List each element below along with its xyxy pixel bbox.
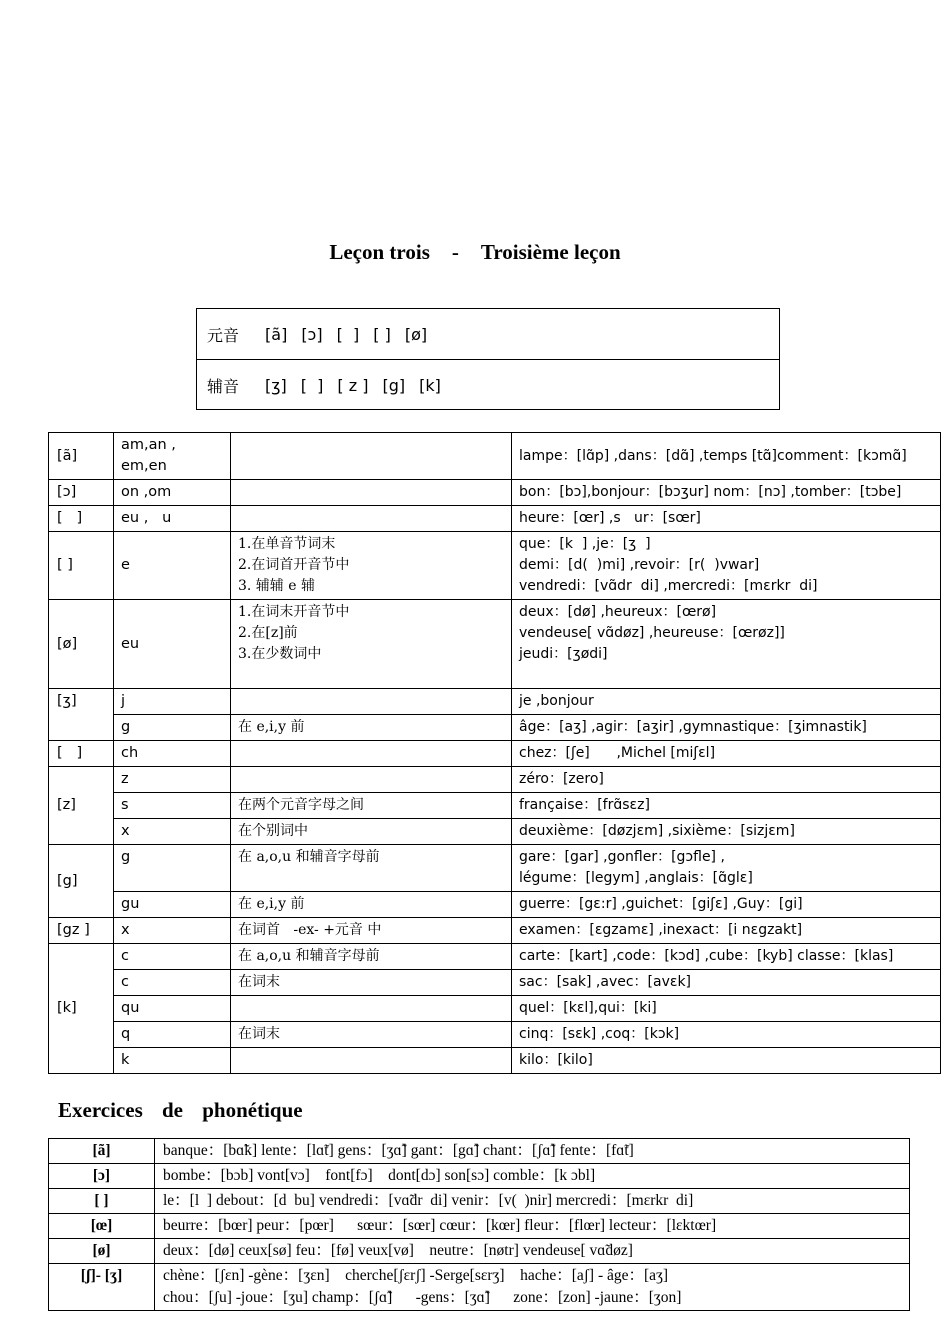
table-row bbox=[49, 1139, 910, 1164]
vowels-label: 元音 bbox=[207, 325, 240, 345]
examples-cell: lampe：[lɑ̃p] ,dans：[dɑ̃] ,temps [tɑ̃]comment：[kɔmɑ̃] bbox=[512, 433, 941, 480]
examples-cell: deux：[dø] ,heureux：[œrø] vendeuse[ vɑ̃døz] ,heureuse：[œrøz]] jeudi：[ʒødi] bbox=[512, 600, 941, 689]
rule-cell bbox=[231, 506, 512, 532]
phoneme-cell: [ɔ] bbox=[49, 1164, 155, 1189]
letters-cell: e bbox=[114, 532, 231, 600]
rule-cell: 在两个元音字母之间 bbox=[231, 793, 512, 819]
rule-cell: 1.在词末开音节中 2.在[z]前 3.在少数词中 bbox=[231, 600, 512, 689]
phoneme-cell: [ ] bbox=[49, 1189, 155, 1214]
rule-cell bbox=[231, 433, 512, 480]
examples-cell: cinq：[sɛk] ,coq：[kɔk] bbox=[512, 1022, 941, 1048]
consonant-symbol: [ z ] bbox=[337, 375, 369, 395]
vowel-symbol: [ã] bbox=[265, 324, 288, 344]
table-row bbox=[49, 793, 941, 819]
examples-cell: heure：[œr] ,s ur：[sœr] bbox=[512, 506, 941, 532]
phoneme-cell: [ ] bbox=[49, 741, 114, 767]
phoneme-cell: [ã] bbox=[49, 433, 114, 480]
exercise-words-cell: beurre：[bœr] peur：[pœr] sœur：[sœr] cœur：[kœr] fleur：[flœr] lecteur：[lɛktœr] bbox=[155, 1214, 910, 1239]
table-row bbox=[49, 1239, 910, 1264]
exercise-words-cell: deux：[dø] ceux[sø] feu：[fø] veux[vø] neutre：[nøtr] vendeuse[ vɑ̃døz] bbox=[155, 1239, 910, 1264]
letters-cell: k bbox=[114, 1048, 231, 1074]
table-row bbox=[49, 996, 941, 1022]
phoneme-cell: [ɔ] bbox=[49, 480, 114, 506]
letters-cell: g bbox=[114, 715, 231, 741]
table-row bbox=[49, 819, 941, 845]
rule-cell bbox=[231, 1048, 512, 1074]
exercise-words-cell: chène：[ʃɛn] -gène：[ʒɛn] cherche[ʃɛrʃ] -Serge[sɛrʒ] hache：[aʃ] - âge：[aʒ] chou：[ʃu] -joue：[ʒu] champ：[ʃɑ̃] -gens：[ʒɑ̃] zone：[zon] -jaune：[ʒon] bbox=[155, 1264, 910, 1311]
letters-cell: c bbox=[114, 944, 231, 970]
rule-cell: 在 e,i,y 前 bbox=[231, 715, 512, 741]
vowel-symbol: [ɔ] bbox=[301, 324, 323, 344]
table-row bbox=[49, 970, 941, 996]
table-row bbox=[49, 532, 941, 600]
examples-cell: française：[frɑ̃sɛz] bbox=[512, 793, 941, 819]
exercise-words-cell: banque：[bɑ̃k] lente：[lɑ̃t] gens：[ʒɑ̃] gant：[gɑ̃] chant：[ʃɑ̃] fente：[fɑ̃t] bbox=[155, 1139, 910, 1164]
examples-cell: guerre：[gɛ:r] ,guichet：[giʃɛ] ,Guy：[gi] bbox=[512, 892, 941, 918]
letters-cell: s bbox=[114, 793, 231, 819]
vowel-symbol: [ø] bbox=[404, 324, 428, 344]
phoneme-cell: [ʒ] bbox=[49, 689, 114, 741]
rule-cell: 1.在单音节词末 2.在词首开音节中 3. 辅辅 e 辅 bbox=[231, 532, 512, 600]
rule-cell bbox=[231, 996, 512, 1022]
rule-cell: 在词末 bbox=[231, 970, 512, 996]
letters-cell: c bbox=[114, 970, 231, 996]
phoneme-cell: [œ] bbox=[49, 1214, 155, 1239]
table-row bbox=[49, 944, 941, 970]
phoneme-cell: [ø] bbox=[49, 1239, 155, 1264]
letters-cell: qu bbox=[114, 996, 231, 1022]
rule-cell bbox=[231, 480, 512, 506]
table-row bbox=[49, 1048, 941, 1074]
phoneme-cell: [z] bbox=[49, 767, 114, 845]
table-row bbox=[49, 600, 941, 689]
vowel-symbol: [ ] bbox=[336, 324, 360, 344]
rule-cell: 在 e,i,y 前 bbox=[231, 892, 512, 918]
table-row bbox=[49, 1214, 910, 1239]
pronunciation-rules-table bbox=[48, 432, 941, 1074]
rule-cell: 在词末 bbox=[231, 1022, 512, 1048]
table-row bbox=[49, 506, 941, 532]
phoneme-cell: [ ] bbox=[49, 506, 114, 532]
examples-cell: deuxième：[døzjɛm] ,sixième：[sizjɛm] bbox=[512, 819, 941, 845]
table-row bbox=[49, 1164, 910, 1189]
examples-cell: sac：[sak] ,avec：[avɛk] bbox=[512, 970, 941, 996]
vowels-row bbox=[197, 309, 779, 359]
rule-cell bbox=[231, 767, 512, 793]
title-right: Troisième leçon bbox=[480, 240, 621, 264]
table-row bbox=[49, 715, 941, 741]
title-left: Leçon trois bbox=[329, 240, 430, 264]
phoneme-cell: [ʃ]- [ʒ] bbox=[49, 1264, 155, 1311]
table-row bbox=[49, 1264, 910, 1311]
exercise-words-cell: le：[l ] debout：[d bu] vendredi：[vɑ̃dr di] venir：[v( )nir] mercredi：[mɛrkr di] bbox=[155, 1189, 910, 1214]
examples-cell: je ,bonjour bbox=[512, 689, 941, 715]
letters-cell: eu , u bbox=[114, 506, 231, 532]
phoneme-cell: [ ] bbox=[49, 532, 114, 600]
title-separator: - bbox=[451, 240, 459, 264]
consonant-symbol: [g] bbox=[382, 375, 406, 395]
lesson-title bbox=[0, 240, 950, 265]
rule-cell: 在个别词中 bbox=[231, 819, 512, 845]
letters-cell: am,an , em,en bbox=[114, 433, 231, 480]
rule-cell bbox=[231, 689, 512, 715]
examples-cell: carte：[kart] ,code：[kɔd] ,cube：[kyb] classe：[klas] bbox=[512, 944, 941, 970]
rule-cell: 在 a,o,u 和辅音字母前 bbox=[231, 944, 512, 970]
letters-cell: q bbox=[114, 1022, 231, 1048]
table-row bbox=[49, 767, 941, 793]
phoneme-cell: [g] bbox=[49, 845, 114, 918]
table-row bbox=[49, 741, 941, 767]
rule-cell: 在 a,o,u 和辅音字母前 bbox=[231, 845, 512, 892]
consonant-symbol: [k] bbox=[419, 375, 441, 395]
examples-cell: âge：[aʒ] ,agir：[aʒir] ,gymnastique：[ʒimnastik] bbox=[512, 715, 941, 741]
consonants-label: 辅音 bbox=[207, 376, 240, 396]
letters-cell: j bbox=[114, 689, 231, 715]
table-row bbox=[49, 689, 941, 715]
table-row bbox=[49, 480, 941, 506]
examples-cell: kilo：[kilo] bbox=[512, 1048, 941, 1074]
examples-cell: examen：[ɛgzamɛ] ,inexact：[i nɛgzakt] bbox=[512, 918, 941, 944]
letters-cell: ch bbox=[114, 741, 231, 767]
letters-cell: eu bbox=[114, 600, 231, 689]
examples-cell: zéro：[zero] bbox=[512, 767, 941, 793]
phoneme-cell: [ã] bbox=[49, 1139, 155, 1164]
letters-cell: on ,om bbox=[114, 480, 231, 506]
table-row bbox=[49, 1189, 910, 1214]
phoneme-summary-box bbox=[196, 308, 780, 410]
phoneme-cell: [gz ] bbox=[49, 918, 114, 944]
table-row bbox=[49, 918, 941, 944]
consonant-symbol: [ʒ] bbox=[265, 375, 287, 395]
exercises-table bbox=[48, 1138, 910, 1311]
letters-cell: gu bbox=[114, 892, 231, 918]
table-row bbox=[49, 1022, 941, 1048]
examples-cell: quel：[kɛl],qui：[ki] bbox=[512, 996, 941, 1022]
examples-cell: bon：[bɔ],bonjour：[bɔʒur] nom：[nɔ] ,tomber：[tɔbe] bbox=[512, 480, 941, 506]
rule-cell bbox=[231, 741, 512, 767]
consonant-symbol: [ ] bbox=[300, 375, 324, 395]
rule-cell: 在词首 -ex- +元音 中 bbox=[231, 918, 512, 944]
letters-cell: z bbox=[114, 767, 231, 793]
table-row bbox=[49, 845, 941, 892]
phoneme-cell: [ø] bbox=[49, 600, 114, 689]
table-row bbox=[49, 892, 941, 918]
letters-cell: x bbox=[114, 918, 231, 944]
vowel-symbol: [ ] bbox=[373, 324, 391, 344]
examples-cell: gare：[gar] ,gonfler：[gɔfle] , légume：[legym] ,anglais：[ɑ̃glɛ] bbox=[512, 845, 941, 892]
letters-cell: g bbox=[114, 845, 231, 892]
exercises-heading: Exercices de phonétique bbox=[58, 1098, 303, 1122]
table-row bbox=[49, 433, 941, 480]
exercise-words-cell: bombe：[bɔb] vont[vɔ] font[fɔ] dont[dɔ] son[sɔ] comble：[k ɔbl] bbox=[155, 1164, 910, 1189]
phoneme-cell: [k] bbox=[49, 944, 114, 1074]
consonants-row bbox=[197, 359, 779, 410]
examples-cell: chez：[ʃe] ,Michel [miʃɛl] bbox=[512, 741, 941, 767]
letters-cell: x bbox=[114, 819, 231, 845]
examples-cell: que：[k ] ,je：[ʒ ] demi：[d( )mi] ,revoir：[r( )vwar] vendredi：[vɑ̃dr di] ,mercredi：[mɛrkr di] bbox=[512, 532, 941, 600]
